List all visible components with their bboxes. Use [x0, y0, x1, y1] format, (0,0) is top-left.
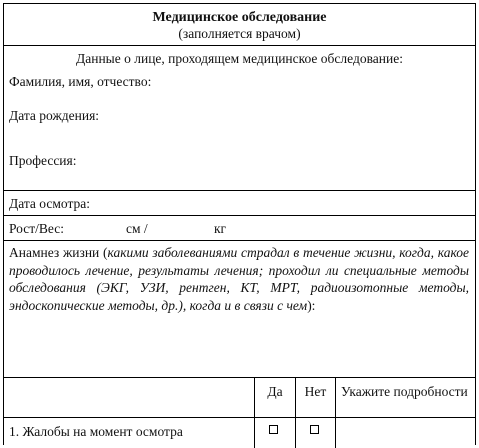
birth-date-field[interactable]: Дата рождения:: [9, 108, 100, 123]
no-checkbox[interactable]: [310, 425, 319, 434]
anamnesis-tail: ):: [307, 297, 316, 313]
yes-checkbox[interactable]: [269, 425, 278, 434]
anamnesis-lead: Анамнез жизни (: [9, 245, 108, 260]
column-divider: [335, 418, 336, 448]
exam-date-section: [4, 191, 475, 216]
personal-data-section: [4, 46, 475, 191]
table-row: [4, 418, 475, 448]
column-divider: [335, 378, 336, 417]
column-details-header: Укажите подробности: [341, 384, 468, 399]
full-name-field[interactable]: Фамилия, имя, отчество:: [9, 74, 152, 89]
form-header: [4, 4, 475, 46]
column-yes-header: Да: [267, 384, 283, 399]
personal-data-caption: Данные о лице, проходящем медицинское обследование:: [76, 51, 403, 66]
column-no-header: Нет: [304, 384, 327, 399]
weight-unit: кг: [214, 221, 227, 236]
form-title: Медицинское обследование: [152, 10, 327, 25]
complaints-row-label: 1. Жалобы на момент осмотра: [9, 424, 183, 439]
height-weight-field[interactable]: Рост/Вес:: [9, 221, 64, 236]
exam-date-field[interactable]: Дата осмотра:: [9, 196, 91, 211]
form-subtitle: (заполняется врачом): [178, 26, 301, 41]
anamnesis-section[interactable]: [4, 241, 475, 378]
column-divider: [254, 418, 255, 448]
height-unit: см /: [126, 221, 148, 236]
profession-field[interactable]: Профессия:: [9, 153, 77, 168]
medical-examination-form: [3, 3, 476, 445]
complaints-table-header: [4, 378, 475, 418]
anamnesis-question: какими заболеваниями страдал в течение жизни, когда, какое проводилось лечение, результаты лечения; проходил ли специальные методы обследования (ЭКГ, УЗИ, рентген, КТ, МРТ, радиоизотопные методы, эндоскопические методы, др.), когда и в связи с чем: [9, 245, 469, 313]
column-divider: [295, 418, 296, 448]
anamnesis-text: [9, 244, 469, 314]
height-weight-section: [4, 216, 475, 241]
